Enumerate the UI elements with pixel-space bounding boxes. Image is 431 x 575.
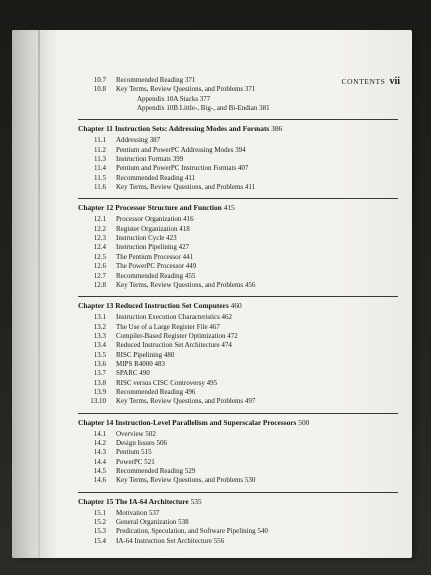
section-title: Key Terms, Review Questions, and Problems 456 (116, 280, 256, 289)
chapter-block (78, 413, 398, 486)
section-title: Recommended Reading 455 (116, 271, 196, 280)
toc-entry (78, 332, 398, 341)
section-number: 10.8 (93, 85, 106, 94)
section-number: 15.1 (93, 508, 106, 517)
section-number: 14.5 (93, 467, 106, 475)
chapter-heading (78, 119, 398, 136)
section-number: 11.3 (94, 155, 106, 164)
toc-entry (78, 243, 398, 252)
section-title: Recommended Reading 411 (116, 173, 196, 182)
section-number: 11.4 (94, 164, 106, 173)
section-title: Appendix 10A Stacks 377 (137, 94, 211, 103)
toc-entry (78, 458, 398, 467)
toc-entry (78, 174, 398, 183)
section-title: Pentium and PowerPC Addressing Modes 394 (116, 145, 246, 154)
section-title: MIPS R4000 483 (116, 359, 166, 368)
toc-entry (78, 430, 398, 439)
section-number: 12.7 (93, 271, 106, 280)
section-number: 12.6 (93, 262, 106, 271)
section-number: 14.6 (93, 476, 106, 485)
toc-entry (78, 262, 398, 271)
section-number: 13.4 (93, 341, 106, 350)
section-number: 14.1 (93, 429, 106, 438)
section-number: 12.2 (93, 224, 106, 233)
chapter-page: 386 (271, 124, 283, 134)
section-number: 13.3 (93, 331, 106, 340)
section-title: Recommended Reading 529 (116, 467, 196, 475)
section-title: Key Terms, Review Questions, and Problems 411 (116, 183, 256, 192)
section-number: 11.5 (94, 173, 106, 182)
book-gutter (12, 30, 58, 558)
section-title: Instruction Pipelining 427 (116, 243, 190, 252)
section-title: Processor Organization 416 (116, 215, 194, 224)
toc-entry (78, 85, 398, 94)
chapter-heading (78, 492, 398, 509)
toc-entry (78, 467, 398, 476)
section-title: Instruction Execution Characteristics 462 (116, 313, 233, 322)
section-number: 12.5 (93, 252, 106, 261)
toc-entry (78, 225, 398, 234)
section-title: IA-64 Instruction Set Architecture 556 (116, 536, 225, 545)
section-number: 13.10 (90, 397, 106, 406)
section-number: 14.2 (93, 438, 106, 447)
toc-entry (78, 476, 398, 485)
running-head-label: CONTENTS (341, 77, 386, 86)
section-title: General Organization 538 (116, 518, 189, 527)
toc-entry (78, 136, 398, 145)
section-title: The Pentium Processor 441 (116, 252, 194, 261)
toc-entry (78, 360, 398, 369)
preface-entries (78, 76, 398, 113)
toc-entry (78, 351, 398, 360)
section-number: 15.2 (93, 518, 106, 527)
toc-entry (78, 439, 398, 448)
section-number: 11.2 (94, 145, 106, 154)
section-title: Pentium 515 (116, 448, 152, 457)
chapter-heading (78, 296, 398, 313)
chapter-page: 460 (230, 301, 242, 311)
section-title: Instruction Formats 399 (116, 155, 184, 164)
toc-entry (78, 76, 398, 85)
toc-entry (78, 104, 398, 113)
section-title: Recommended Reading 496 (116, 387, 196, 396)
section-title: RISC versus CISC Controversy 495 (116, 378, 218, 387)
toc-entry (78, 95, 398, 104)
toc-entry (78, 323, 398, 332)
toc-entry (78, 281, 398, 290)
toc-entry (78, 164, 398, 173)
toc-entry (78, 155, 398, 164)
chapter-block (78, 492, 398, 546)
section-number: 13.6 (93, 359, 106, 368)
section-title: Instruction Cycle 423 (116, 234, 177, 243)
section-number: 14.3 (93, 448, 106, 457)
section-number: 13.2 (93, 322, 106, 331)
chapter-title: Chapter 14 Instruction-Level Parallelism and Superscalar Processors (78, 417, 297, 427)
section-number: 11.1 (94, 136, 106, 145)
toc-entry (78, 272, 398, 281)
table-of-contents (78, 76, 398, 546)
section-number: 12.1 (93, 215, 106, 224)
section-title: Recommended Reading 371 (116, 76, 196, 84)
section-number: 12.4 (93, 243, 106, 252)
chapter-block (78, 119, 398, 192)
gutter-fold (38, 30, 40, 558)
section-number: 13.7 (93, 369, 106, 378)
section-title: Overview 502 (116, 429, 156, 438)
section-title: Addressing 387 (116, 136, 161, 145)
section-title: Predication, Speculation, and Software Pipelining 540 (116, 527, 268, 536)
chapter-block (78, 296, 398, 406)
toc-entry (78, 369, 398, 378)
section-title: Reduced Instruction Set Architecture 474 (116, 341, 232, 350)
toc-entry (78, 253, 398, 262)
section-number: 15.3 (93, 527, 106, 536)
section-number: 12.3 (93, 234, 106, 243)
toc-entry (78, 313, 398, 322)
section-number: 13.8 (93, 378, 106, 387)
section-number: 13.1 (93, 313, 106, 322)
section-title: Key Terms, Review Questions, and Problems 530 (116, 476, 256, 485)
section-number: 14.4 (93, 457, 106, 466)
section-title: The Use of a Large Register File 467 (116, 322, 220, 331)
chapter-title: Chapter 13 Reduced Instruction Set Computers (78, 301, 229, 311)
toc-entry (78, 537, 398, 546)
section-number: 13.9 (93, 387, 106, 396)
section-title: Key Terms, Review Questions, and Problems 497 (116, 397, 256, 406)
toc-entry (78, 183, 398, 192)
section-title: Register Organization 418 (116, 224, 190, 233)
chapter-heading (78, 198, 398, 215)
toc-entry (78, 509, 398, 518)
toc-entry (78, 518, 398, 527)
chapter-title: Chapter 15 The IA-64 Architecture (78, 496, 189, 506)
page-number: vii (389, 76, 400, 87)
section-title: The PowerPC Processor 449 (116, 262, 197, 271)
section-title: Pentium and PowerPC Instruction Formats 407 (116, 164, 249, 173)
toc-entry (78, 215, 398, 224)
chapter-page: 415 (223, 203, 235, 213)
chapter-page: 500 (298, 417, 310, 427)
section-number: 12.8 (93, 280, 106, 289)
section-number: 10.7 (93, 76, 106, 84)
toc-entry (78, 234, 398, 243)
section-title: SPARC 490 (116, 369, 150, 378)
chapter-heading (78, 413, 398, 430)
section-title: Compiler-Based Register Optimization 472 (116, 331, 238, 340)
toc-entry (78, 341, 398, 350)
book-page (12, 30, 412, 558)
section-title: Design Issues 506 (116, 438, 167, 447)
section-title: RISC Pipelining 480 (116, 350, 175, 359)
section-title: PowerPC 521 (116, 457, 155, 466)
section-number: 11.6 (94, 183, 106, 192)
toc-entry (78, 448, 398, 457)
chapter-title: Chapter 11 Instruction Sets: Addressing Modes and Formats (78, 124, 270, 134)
section-title: Appendix 10B Little-, Big-, and Bi-Endian 381 (137, 104, 270, 113)
section-number: 15.4 (93, 536, 106, 545)
toc-entry (78, 397, 398, 406)
toc-entry (78, 388, 398, 397)
chapter-block (78, 198, 398, 290)
toc-entry (78, 379, 398, 388)
section-number: 13.5 (93, 350, 106, 359)
chapter-page: 535 (190, 496, 202, 506)
chapter-title: Chapter 12 Processor Structure and Function (78, 203, 222, 213)
section-title: Key Terms, Review Questions, and Problems 371 (116, 85, 256, 94)
toc-entry (78, 146, 398, 155)
toc-entry (78, 527, 398, 536)
section-title: Motivation 537 (116, 508, 160, 517)
